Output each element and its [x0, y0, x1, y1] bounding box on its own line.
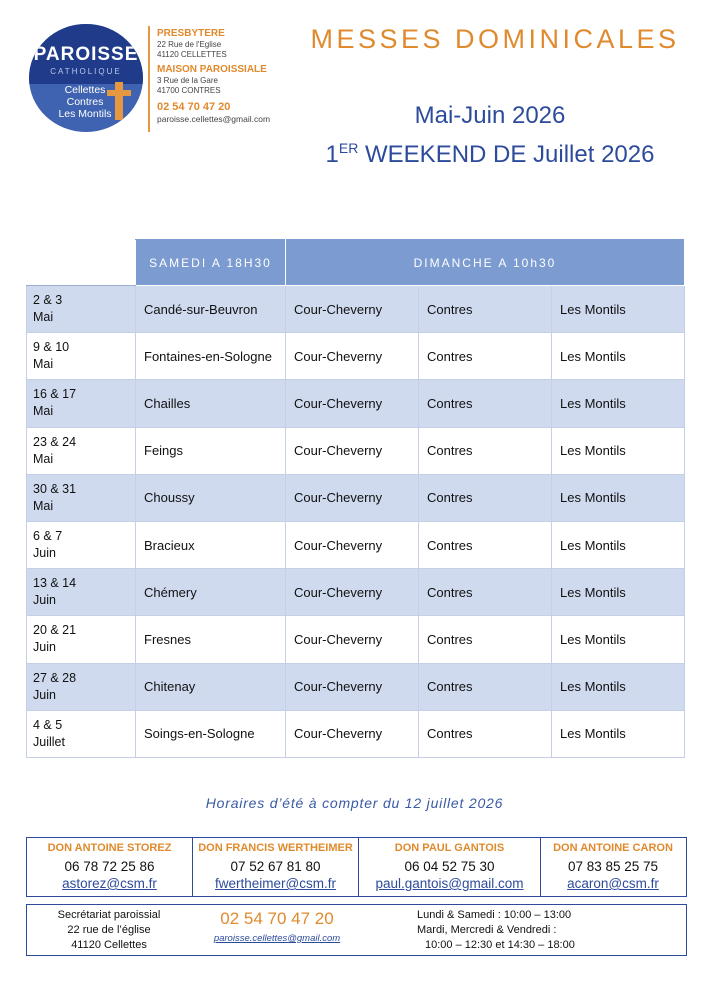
presbytere-address-line: 41120 CELLETTES — [157, 50, 227, 59]
date-line: 2 & 3 — [33, 293, 63, 308]
date-line: Juin — [33, 593, 56, 608]
priests-contacts — [26, 837, 687, 897]
secretariat-hours — [417, 908, 617, 953]
date-line: Juillet — [33, 734, 65, 749]
priest-phone: 06 78 72 25 86 — [64, 859, 155, 874]
date-cell — [27, 380, 136, 427]
period-subtitle-num: 1 — [325, 141, 339, 168]
maison-label: MAISON PAROISSIALE — [157, 64, 267, 75]
priest-name: DON PAUL GANTOIS — [394, 842, 505, 854]
table-row — [27, 616, 685, 663]
logo-town: Cellettes — [64, 84, 106, 96]
priest-email[interactable]: paul.gantois@gmail.com — [375, 876, 524, 891]
table-row — [27, 663, 685, 710]
sunday-location: Les Montils — [552, 521, 685, 568]
date-line: Mai — [33, 357, 54, 372]
saturday-location: Chailles — [136, 380, 286, 427]
saturday-location: Soings-en-Sologne — [136, 710, 286, 757]
sunday-location: Les Montils — [552, 427, 685, 474]
header-contact — [157, 28, 270, 125]
sunday-location: Contres — [419, 333, 552, 380]
date-line: Mai — [33, 498, 54, 513]
hours-line: Lundi & Samedi : 10:00 – 13:00 — [417, 909, 572, 921]
sunday-location: Les Montils — [552, 380, 685, 427]
header-saturday: SAMEDI A 18H30 — [136, 240, 286, 286]
saturday-location: Candé-sur-Beuvron — [136, 286, 286, 333]
table-body — [27, 286, 685, 758]
sunday-location: Les Montils — [552, 286, 685, 333]
header-phone: 02 54 70 47 20 — [157, 101, 231, 113]
date-line: 9 & 10 — [33, 340, 70, 355]
date-cell — [27, 521, 136, 568]
sunday-location: Contres — [419, 710, 552, 757]
logo-town: Contres — [66, 96, 104, 108]
secretariat-address-line: 22 rue de l’église — [67, 924, 151, 936]
period-subtitle — [290, 140, 690, 169]
table-row — [27, 427, 685, 474]
cross-icon-bar — [107, 90, 131, 96]
secretariat-address-line: Secrétariat paroissial — [57, 909, 161, 921]
sunday-location: Cour-Cheverny — [286, 569, 419, 616]
header-divider — [148, 26, 150, 132]
secretariat-address-line: 41120 Cellettes — [71, 939, 147, 951]
priest-email[interactable]: fwertheimer@csm.fr — [215, 876, 336, 891]
sunday-location: Les Montils — [552, 333, 685, 380]
date-cell — [27, 663, 136, 710]
priest-email[interactable]: acaron@csm.fr — [567, 876, 659, 891]
priest-card — [27, 838, 193, 896]
sunday-location: Les Montils — [552, 569, 685, 616]
priest-phone: 06 04 52 75 30 — [404, 859, 495, 874]
priest-card — [193, 838, 359, 896]
sunday-location: Contres — [419, 286, 552, 333]
sunday-location: Les Montils — [552, 710, 685, 757]
date-line: 30 & 31 — [33, 481, 77, 496]
date-line: 13 & 14 — [33, 576, 77, 591]
date-cell — [27, 710, 136, 757]
logo-title: PAROISSE — [33, 44, 139, 65]
table-row — [27, 333, 685, 380]
sunday-location: Cour-Cheverny — [286, 663, 419, 710]
sunday-location: Contres — [419, 380, 552, 427]
table-row — [27, 286, 685, 333]
sunday-location: Les Montils — [552, 663, 685, 710]
priest-phone: 07 52 67 81 80 — [230, 859, 321, 874]
saturday-location: Fresnes — [136, 616, 286, 663]
priest-card — [541, 838, 685, 896]
date-cell — [27, 286, 136, 333]
presbytere-label: PRESBYTERE — [157, 28, 225, 39]
sunday-location: Cour-Cheverny — [286, 521, 419, 568]
date-line: 23 & 24 — [33, 434, 77, 449]
sunday-location: Cour-Cheverny — [286, 616, 419, 663]
page-title: MESSES DOMINICALES — [310, 24, 680, 54]
table-header-row — [27, 240, 685, 286]
date-cell — [27, 333, 136, 380]
saturday-location: Feings — [136, 427, 286, 474]
parish-logo — [29, 24, 143, 132]
secretariat-address — [39, 908, 179, 953]
date-cell — [27, 616, 136, 663]
priest-name: DON ANTOINE CARON — [553, 842, 673, 854]
saturday-location: Choussy — [136, 474, 286, 521]
period-subtitle-rest: WEEKEND DE Juillet 2026 — [358, 141, 655, 168]
logo-town: Les Montils — [58, 108, 112, 120]
sunday-location: Cour-Cheverny — [286, 710, 419, 757]
date-line: 20 & 21 — [33, 623, 77, 638]
date-line: 27 & 28 — [33, 670, 77, 685]
sunday-location: Contres — [419, 663, 552, 710]
sunday-location: Contres — [419, 427, 552, 474]
sunday-location: Cour-Cheverny — [286, 380, 419, 427]
presbytere-address-line: 22 Rue de l'Eglise — [157, 40, 222, 49]
sunday-location: Contres — [419, 616, 552, 663]
saturday-location: Chitenay — [136, 663, 286, 710]
secretariat-box — [26, 904, 687, 956]
sunday-location: Les Montils — [552, 474, 685, 521]
sunday-location: Les Montils — [552, 616, 685, 663]
sunday-location: Cour-Cheverny — [286, 286, 419, 333]
date-line: Juin — [33, 546, 56, 561]
secretariat-phone: 02 54 70 47 20 — [220, 909, 334, 928]
priest-email[interactable]: astorez@csm.fr — [62, 876, 157, 891]
table-row — [27, 380, 685, 427]
hours-line: 10:00 – 12:30 et 14:30 – 18:00 — [425, 939, 575, 951]
period-subtitle-sup: ER — [338, 140, 359, 156]
cross-icon — [115, 82, 123, 120]
summer-hours-note: Horaires d’été à compter du 12 juillet 2026 — [205, 795, 504, 811]
period-title: Mai-Juin 2026 — [414, 102, 566, 129]
sunday-location: Contres — [419, 474, 552, 521]
sunday-location: Cour-Cheverny — [286, 427, 419, 474]
header-email[interactable]: paroisse.cellettes@gmail.com — [157, 114, 271, 124]
maison-address-line: 41700 CONTRES — [157, 86, 221, 95]
maison-address-line: 3 Rue de la Gare — [157, 76, 218, 85]
sunday-location: Cour-Cheverny — [286, 333, 419, 380]
date-line: Mai — [33, 451, 54, 466]
secretariat-email[interactable]: paroisse.cellettes@gmail.com — [213, 933, 341, 944]
date-line: 16 & 17 — [33, 387, 77, 402]
logo-subtitle: CATHOLIQUE — [50, 67, 122, 76]
priest-name: DON ANTOINE STOREZ — [47, 842, 172, 854]
sunday-location: Cour-Cheverny — [286, 474, 419, 521]
priest-card — [359, 838, 541, 896]
header-sunday: DIMANCHE A 10h30 — [286, 240, 685, 286]
hours-line: Mardi, Mercredi & Vendredi : — [417, 924, 557, 936]
date-cell — [27, 427, 136, 474]
table-row — [27, 710, 685, 757]
mass-schedule-table — [26, 239, 685, 758]
date-line: Juin — [33, 640, 56, 655]
sunday-location: Contres — [419, 569, 552, 616]
date-cell — [27, 569, 136, 616]
date-line: 4 & 5 — [33, 717, 63, 732]
saturday-location: Chémery — [136, 569, 286, 616]
date-cell — [27, 474, 136, 521]
priest-phone: 07 83 85 25 75 — [567, 859, 659, 874]
table-row — [27, 474, 685, 521]
date-line: Juin — [33, 687, 56, 702]
table-row — [27, 521, 685, 568]
header-blank — [27, 240, 136, 286]
date-line: Mai — [33, 310, 54, 325]
table-row — [27, 569, 685, 616]
saturday-location: Bracieux — [136, 521, 286, 568]
sunday-location: Contres — [419, 521, 552, 568]
date-line: Mai — [33, 404, 54, 419]
priest-name: DON FRANCIS WERTHEIMER — [198, 842, 353, 854]
date-line: 6 & 7 — [33, 529, 63, 544]
saturday-location: Fontaines-en-Sologne — [136, 333, 286, 380]
